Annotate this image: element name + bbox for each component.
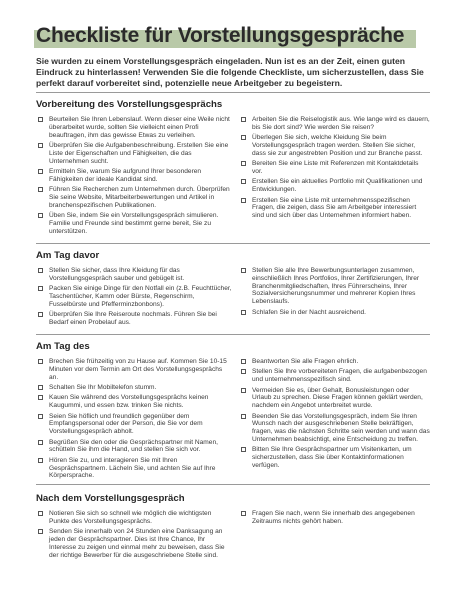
checkbox[interactable]: [241, 359, 246, 364]
checklist-item: [239, 387, 430, 410]
checklist-item-text: Erstellen Sie ein aktuelles Portfolio mit Qualifikationen und Entwicklungen.: [252, 178, 423, 194]
checklist-item: [36, 439, 233, 455]
checklist-item-text: Stellen Sie sicher, dass Ihre Kleidung für das Vorstellungsgespräch sauber und gebügelt ist.: [49, 267, 185, 282]
checkbox[interactable]: [241, 310, 246, 315]
checklist-item-text: Brechen Sie frühzeitig von zu Hause auf. Kommen Sie 10-15 Minuten vor dem Termin am Ort des Vorstellungsgesprächs an.: [49, 358, 227, 381]
checkbox[interactable]: [38, 143, 43, 148]
checklist-item: [36, 457, 233, 480]
checkbox[interactable]: [241, 414, 246, 419]
section-title: Am Tag davor: [36, 250, 100, 261]
section-title: Vorbereitung des Vorstellungsgesprächs: [36, 99, 223, 110]
section-title: Am Tag des: [36, 341, 90, 352]
checklist-item-text: Packen Sie einige Dinge für den Notfall ein (z.B. Feuchttücher, Taschentücher, Kamm oder Bürste, Regenschirm, Fusselbürste und Pfefferminzbonbons).: [49, 285, 232, 308]
intro-paragraph: Sie wurden zu einem Vorstellungsgespräch eingeladen. Nun ist es an der Zeit, einen guten Eindruck zu hinterlassen! Verwenden Sie die folgende Checkliste, um sicherzustellen, dass Sie perfekt darauf vorbereitet sind, potenzielle neue Arbeitgeber zu begeistern.: [36, 56, 424, 88]
checkbox[interactable]: [241, 447, 246, 452]
section-day-of: [36, 334, 430, 484]
checklist-item-text: Schalten Sie Ihr Mobiltelefon stumm.: [49, 383, 157, 391]
checklist-item-text: Begrüßen Sie den oder die Gesprächspartner mit Namen, schütteln Sie ihm die Hand, und stellen Sie sich vor.: [49, 438, 218, 454]
section-divider: [36, 92, 430, 93]
checkbox[interactable]: [38, 169, 43, 174]
checkbox[interactable]: [38, 414, 43, 419]
section-after: [36, 484, 430, 592]
checklist-item-text: Vermeiden Sie es, über Gehalt, Bonusleistungen oder Urlaub zu sprechen. Diese Fragen können geklärt werden, nachdem ein Angebot unterbreitet wurde.: [252, 386, 423, 410]
section-divider: [36, 243, 430, 244]
checklist-item: [36, 142, 233, 165]
checkbox[interactable]: [241, 161, 246, 166]
checklist-item-text: Bitten Sie Ihre Gesprächspartner um Visitenkarten, um sicherzustellen, dass Sie über Kontaktinformationen verfügen.: [252, 446, 412, 469]
checklist-item-text: Notieren Sie sich so schnell wie möglich die wichtigsten Punkte des Vorstellungsgesprächs.: [49, 510, 212, 525]
checklist-item: [239, 178, 430, 194]
checklist-item-text: Hören Sie zu, und interagieren Sie mit Ihren Gesprächspartnern. Lächeln Sie, und achten Sie auf Ihre Körpersprache.: [49, 456, 216, 480]
checklist-item: [36, 358, 233, 381]
checklist-item: [239, 197, 430, 220]
checklist-item: [36, 384, 233, 392]
left-column: [36, 358, 233, 483]
checklist-item: [36, 116, 233, 139]
checklist-item: [239, 368, 430, 384]
checkbox[interactable]: [241, 117, 246, 122]
checkbox[interactable]: [38, 286, 43, 291]
section-day-before: [36, 243, 430, 333]
checkbox[interactable]: [38, 213, 43, 218]
checkbox[interactable]: [241, 179, 246, 184]
checklist-columns: [36, 267, 430, 329]
checkbox[interactable]: [241, 198, 246, 203]
checklist-item: [36, 168, 233, 184]
section-divider: [36, 334, 430, 335]
checklist-item-text: Senden Sie innerhalb von 24 Stunden eine Danksagung an jeden der Gesprächspartner. Dies ist Ihre Chance, Ihr Interesse zu zeigen und einmal mehr zu beweisen, dass Sie der richtige Bewerber für die ausgeschriebene Stelle sind.: [49, 528, 225, 559]
section-divider: [36, 484, 430, 485]
checkbox[interactable]: [38, 268, 43, 273]
checklist-item: [36, 267, 233, 283]
checklist-item-text: Kauen Sie während des Vorstellungsgesprächs keinen Kaugummi, und essen bzw. trinken Sie nichts.: [49, 394, 209, 410]
checklist-item: [36, 528, 233, 559]
checklist-columns: [36, 510, 430, 562]
checkbox[interactable]: [38, 117, 43, 122]
checklist-item-text: Beenden Sie das Vorstellungsgespräch, indem Sie Ihren Wunsch nach der ausgeschriebenen Stelle bekräftigen, fragen, was die nächsten Schritte sein werden und wann das Unternehmen beabsichtigt, eine Entscheidung zu treffen.: [252, 412, 430, 443]
checklist-item: [239, 309, 430, 317]
checklist-item: [36, 311, 233, 327]
checklist-item-text: Überprüfen Sie die Aufgabenbeschreibung. Erstellen Sie eine Liste der Eigenschaften und Fähigkeiten, die das Unternehmen sucht.: [49, 141, 229, 165]
checklist-item-text: Erstellen Sie eine Liste mit unternehmensspezifischen Fragen, die zeigen, dass Sie am Arbeitgeber interessiert sind und sich über das Unternehmen informiert haben.: [252, 196, 417, 220]
checklist-item: [239, 413, 430, 444]
checklist-item-text: Ermitteln Sie, warum Sie aufgrund Ihrer besonderen Fähigkeiten der ideale Kandidat sind.: [49, 167, 202, 183]
checklist-item-text: Überlegen Sie sich, welche Kleidung Sie beim Vorstellungsgespräch tragen werden. Stellen Sie sicher, dass sie zur angestrebten Position und zur Branche passt.: [252, 134, 423, 157]
left-column: [36, 116, 233, 238]
checklist-item-text: Stellen Sie Ihre vorbereiteten Fragen, die aufgabenbezogen und unternehmensspezifisch sind.: [252, 368, 427, 384]
checkbox[interactable]: [241, 135, 246, 140]
checkbox[interactable]: [38, 458, 43, 463]
checklist-item: [239, 160, 430, 176]
checklist-item: [36, 212, 233, 235]
checklist-item-text: Führen Sie Recherchen zum Unternehmen durch. Überprüfen Sie seine Website, Mitarbeiterbewertungen und Artikel in branchenspezifischen Publikationen.: [49, 186, 230, 209]
page-title: Checkliste für Vorstellungsgespräche: [36, 24, 405, 47]
checklist-item: [239, 134, 430, 157]
checklist-item-text: Beurteilen Sie Ihren Lebenslauf. Wenn dieser eine Weile nicht überarbeitet wurde, sollten Sie vielleicht einen Profi beauftragen, ihm das gewisse Etwas zu verleihen.: [49, 116, 230, 139]
checkbox[interactable]: [241, 268, 246, 273]
right-column: [233, 510, 430, 562]
checklist-item: [36, 285, 233, 308]
checkbox[interactable]: [38, 312, 43, 317]
checklist-item-text: Schlafen Sie in der Nacht ausreichend.: [252, 308, 366, 316]
checklist-item-text: Stellen Sie alle Ihre Bewerbungsunterlagen zusammen, einschließlich Ihres Portfolios, Ihrer Zertifizierungen, Ihrer Branchenmitgliedschaften, Ihres Führerscheins, Ihrer Sozialversicherungsnummer und mehrerer Kopien Ihres Lebenslaufs.: [252, 267, 420, 306]
right-column: [233, 267, 430, 329]
checklist-columns: [36, 116, 430, 238]
checklist-item: [239, 116, 430, 132]
checklist-columns: [36, 358, 430, 483]
checkbox[interactable]: [38, 395, 43, 400]
checklist-item-text: Beantworten Sie alle Fragen ehrlich.: [252, 358, 359, 365]
checklist-item-text: Arbeiten Sie die Reiselogistik aus. Wie lange wird es dauern, bis Sie dort sind? Wie werden Sie reisen?: [252, 116, 430, 131]
checklist-item: [239, 267, 430, 306]
checklist-item-text: Überprüfen Sie Ihre Reiseroute nochmals. Führen Sie bei Bedarf einen Probelauf aus.: [49, 311, 217, 326]
checklist-item: [36, 510, 233, 526]
section-preparation: [36, 92, 430, 242]
checklist-item: [36, 186, 233, 209]
left-column: [36, 267, 233, 329]
checklist-item: [36, 413, 233, 436]
checkbox[interactable]: [241, 388, 246, 393]
checkbox[interactable]: [241, 511, 246, 516]
checklist-item-text: Bereiten Sie eine Liste mit Referenzen mit Kontaktdetails vor.: [252, 160, 419, 175]
checklist-item-text: Üben Sie, indem Sie ein Vorstellungsgespräch simulieren. Familie und Freunde sind bestimmt gerne bereit, Sie zu unterstützen.: [49, 212, 219, 235]
checklist-item: [239, 358, 430, 366]
checkbox[interactable]: [38, 187, 43, 192]
checkbox[interactable]: [38, 440, 43, 445]
checklist-item: [36, 394, 233, 410]
checkbox[interactable]: [38, 529, 43, 534]
checklist-item-text: Seien Sie höflich und freundlich gegenüber dem Empfangspersonal oder der Person, die Sie vor dem Vorstellungsgespräch abholt.: [49, 412, 203, 436]
checklist-item: [239, 446, 430, 469]
checkbox[interactable]: [241, 369, 246, 374]
right-column: [233, 358, 430, 483]
right-column: [233, 116, 430, 238]
checklist-item-text: Fragen Sie nach, wenn Sie innerhalb des angegebenen Zeitraums nichts gehört haben.: [252, 510, 415, 525]
left-column: [36, 510, 233, 562]
checkbox[interactable]: [38, 511, 43, 516]
checkbox[interactable]: [38, 359, 43, 364]
checklist-item: [239, 510, 430, 526]
section-title: Nach dem Vorstellungsgespräch: [36, 493, 185, 504]
checkbox[interactable]: [38, 385, 43, 390]
